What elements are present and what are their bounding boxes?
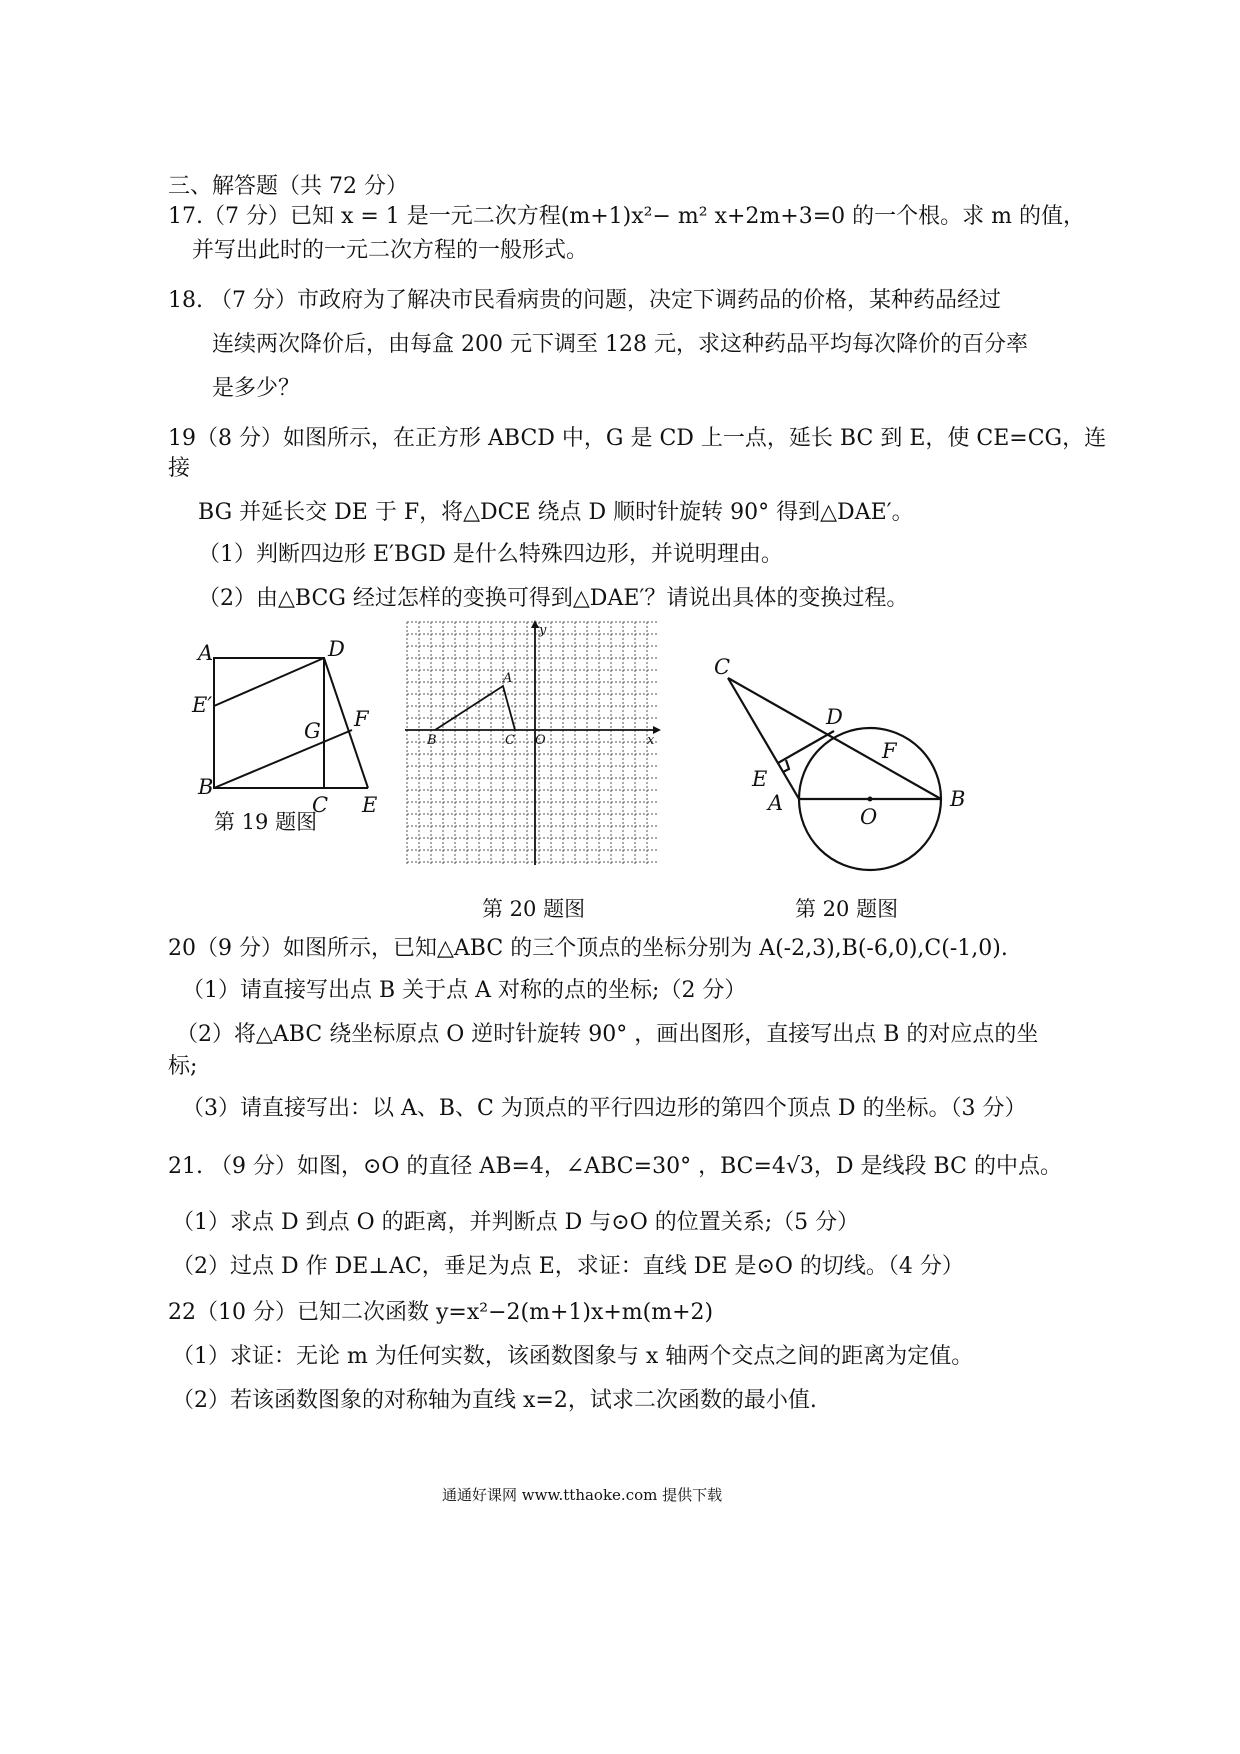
figure-20-circle-caption: 第 20 题图 bbox=[795, 897, 899, 921]
q20-part-3: （3）请直接写出：以 A、B、C 为顶点的平行四边形的第四个顶点 D 的坐标。（3 分） bbox=[182, 1096, 1027, 1121]
q18-line-1: 18. （7 分）市政府为了解决市民看病贵的问题，决定下调药品的价格，某种药品经过 bbox=[168, 288, 1001, 313]
label-A: A bbox=[198, 641, 214, 665]
q19-line-3: BG 并延长交 DE 于 F，将△DCE 绕点 D 顺时针旋转 90° 得到△DAE′。 bbox=[198, 500, 914, 525]
footer-source: 通通好课网 www.tthaoke.com 提供下载 bbox=[442, 1486, 723, 1504]
q18-line-2: 连续两次降价后，由每盒 200 元下调至 128 元，求这种药品平均每次降价的百分率 bbox=[212, 332, 1028, 357]
label-A: A bbox=[503, 671, 513, 686]
label-C: C bbox=[714, 655, 731, 679]
label-B: B bbox=[198, 775, 214, 799]
figure-20-grid-caption: 第 20 题图 bbox=[482, 897, 586, 921]
q20-part-2a: （2）将△ABC 绕坐标原点 O 逆时针旋转 90° ，画出图形，直接写出点 B 的对应点的坐 bbox=[176, 1022, 1039, 1047]
figure-20-circle bbox=[710, 648, 980, 878]
label-y: y bbox=[539, 623, 547, 638]
q20-part-1: （1）请直接写出点 B 关于点 A 对称的点的坐标;（2 分） bbox=[182, 978, 747, 1003]
q22-part-1: （1）求证：无论 m 为任何实数，该函数图象与 x 轴两个交点之间的距离为定值。 bbox=[172, 1344, 974, 1369]
q19-line-1: 19（8 分）如图所示，在正方形 ABCD 中，G 是 CD 上一点，延长 BC 到 E，使 CE=CG，连 bbox=[168, 426, 1107, 451]
section-heading: 三、解答题（共 72 分） bbox=[168, 174, 408, 199]
q21-part-2: （2）过点 D 作 DE⊥AC，垂足为点 E，求证：直线 DE 是⊙O 的切线。（4 分） bbox=[172, 1254, 964, 1279]
q21-line-1: 21. （9 分）如图，⊙O 的直径 AB=4，∠ABC=30° ，BC=4√3，D 是线段 BC 的中点。 bbox=[168, 1154, 1062, 1179]
figure-19-caption: 第 19 题图 bbox=[214, 810, 318, 834]
q19-part-1: （1）判断四边形 E′BGD 是什么特殊四边形，并说明理由。 bbox=[198, 542, 783, 567]
label-E: E bbox=[362, 793, 378, 817]
label-O: O bbox=[535, 733, 546, 748]
label-E-prime: E′ bbox=[192, 693, 213, 717]
label-B: B bbox=[427, 733, 437, 748]
label-F: F bbox=[882, 739, 897, 763]
grid bbox=[407, 622, 657, 864]
label-G: G bbox=[304, 719, 321, 743]
label-C: C bbox=[312, 793, 329, 817]
q18-line-3: 是多少？ bbox=[212, 376, 301, 401]
label-C: C bbox=[505, 733, 515, 748]
q19-part-2: （2）由△BCG 经过怎样的变换可得到△DAE′？请说出具体的变换过程。 bbox=[198, 586, 909, 611]
label-O: O bbox=[860, 805, 878, 829]
label-x: x bbox=[647, 733, 655, 748]
q20-line-1: 20（9 分）如图所示，已知△ABC 的三个顶点的坐标分别为 A(-2,3),B(-6,0),C(-1,0). bbox=[168, 936, 1008, 961]
label-A: A bbox=[768, 791, 784, 815]
label-D: D bbox=[826, 705, 843, 729]
figure-19 bbox=[190, 632, 390, 832]
label-B: B bbox=[950, 787, 966, 811]
label-D: D bbox=[328, 637, 345, 661]
label-F: F bbox=[354, 707, 369, 731]
q22-part-2: （2）若该函数图象的对称轴为直线 x=2，试求二次函数的最小值. bbox=[172, 1388, 817, 1413]
q19-line-2: 接 bbox=[168, 456, 191, 481]
q17-line-1: 17.（7 分）已知 x = 1 是一元二次方程(m+1)x²− m² x+2m+3=0 的一个根。求 m 的值， bbox=[168, 204, 1085, 229]
q22-line-1: 22（10 分）已知二次函数 y=x²−2(m+1)x+m(m+2) bbox=[168, 1300, 714, 1325]
q21-part-1: （1）求点 D 到点 O 的距离，并判断点 D 与⊙O 的位置关系;（5 分） bbox=[172, 1210, 860, 1235]
figure-20-grid bbox=[405, 620, 665, 870]
q17-line-2: 并写出此时的一元二次方程的一般形式。 bbox=[192, 238, 589, 263]
label-E: E bbox=[752, 767, 768, 791]
q20-part-2b: 标; bbox=[168, 1054, 198, 1079]
